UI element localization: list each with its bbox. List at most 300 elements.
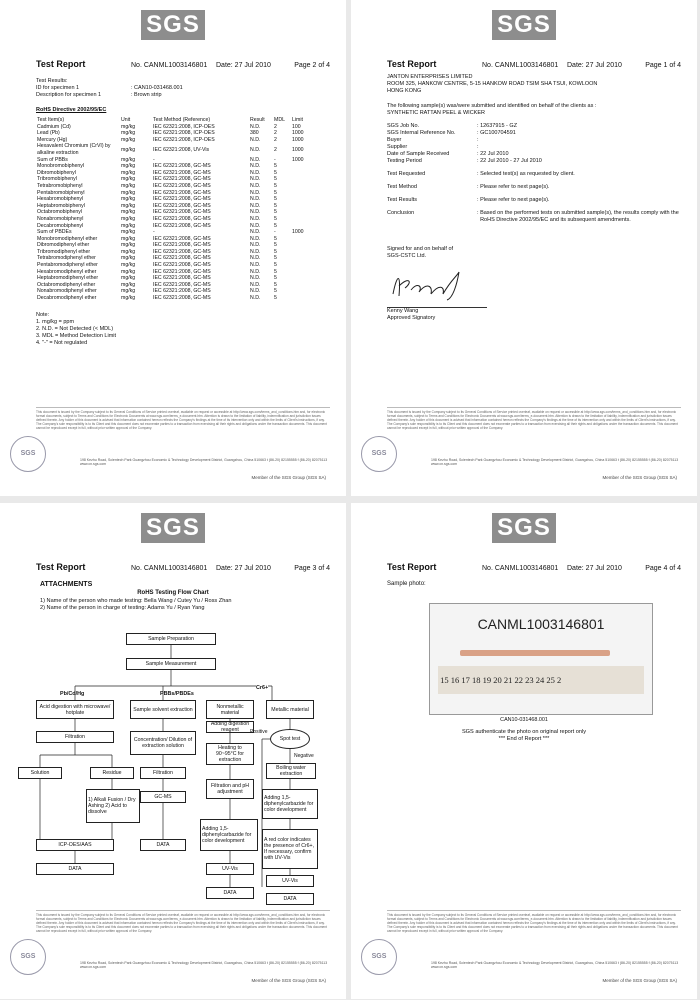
sample-field-row [387, 123, 681, 130]
field-separator: : [477, 130, 481, 136]
table-row [36, 255, 330, 262]
table-cell: mg/kg [121, 196, 136, 203]
table-cell [291, 288, 330, 295]
page-number: Page 3 of 4 [294, 565, 330, 572]
table-row [36, 196, 330, 203]
table-cell [291, 255, 330, 262]
table-cell: Decabromodiphenyl ether [37, 295, 97, 302]
note-item: 2. N.D. = Not Detected (< MDL) [36, 325, 114, 332]
flow-step-filtration: Filtration [140, 767, 186, 779]
table-cell: 5 [274, 275, 277, 282]
table-cell [291, 176, 330, 183]
table-cell [291, 262, 330, 269]
member-text: Member of the SGS Group (SGS SA) [251, 978, 326, 983]
id-value: : CAN10-031468.001 [131, 85, 183, 91]
disclaimer-text: This document is issued by the Company subject to its General Conditions of Service printed overleaf, available on request or accessible at http://www.sgs.com/terms_and_conditions.htm and, for electronic format documents, subject to Terms and Conditions for Electronic Documents at www.sgs.com/terms_e-document.htm. Attention is drawn to the limitation of liability, indemnification and jurisdiction issues defined therein. Any holder of this document is advised that information contained hereon reflects the Company's findings at the time of its intervention only and within the limits of Client's instructions, if any. The Company's sole responsibility is to its Client and this document does not exonerate parties to a transaction from exercising all their rights and obligations under the transaction documents. This document cannot be reproduced except in full, without prior written approval of the Company. [387, 407, 681, 434]
disclaimer-text: This document is issued by the Company subject to its General Conditions of Service printed overleaf, available on request or accessible at http://www.sgs.com/terms_and_conditions.htm and, for electronic format documents, subject to Terms and Conditions for Electronic Documents at www.sgs.com/terms_e-document.htm. Attention is drawn to the limitation of liability, indemnification and jurisdiction issues defined therein. Any holder of this document is advised that information contained hereon reflects the Company's findings at the time of its intervention only and within the limits of Client's instructions, if any. The Company's sole responsibility is to its Client and this document does not exonerate parties to a transaction from exercising all their rights and obligations under the transaction documents. This document cannot be reproduced except in full, without prior written approval of the Company. [387, 910, 681, 937]
table-cell: N.D. [250, 196, 261, 203]
address-line: 198 Kezhu Road, Scientech Park Guangzhou Economic & Technology Development District, Guangzhou, China 510663 t (86-20) 82155555 f (86-20) 82075113 www.cn.sgs.com [431, 961, 679, 969]
ruler-image [438, 666, 644, 694]
table-cell: Pentabromodiphenyl ether [37, 262, 98, 269]
flow-step-residue: Residue [90, 767, 134, 779]
disclaimer-text: This document is issued by the Company subject to its General Conditions of Service printed overleaf, available on request or accessible at http://www.sgs.com/terms_and_conditions.htm and, for electronic format documents, subject to Terms and Conditions for Electronic Documents at www.sgs.com/terms_e-document.htm. Attention is drawn to the limitation of liability, indemnification and jurisdiction issues defined therein. Any holder of this document is advised that information contained hereon reflects the Company's findings at the time of its intervention only and within the limits of Client's instructions, if any. The Company's sole responsibility is to its Client and this document does not exonerate parties to a transaction from exercising all their rights and obligations under the transaction documents. This document cannot be reproduced except in full, without prior written approval of the Company. [36, 407, 330, 434]
table-cell: IEC 62321:2008, GC-MS [153, 268, 211, 275]
report-date: Date: 27 Jul 2010 [216, 62, 271, 69]
table-cell: Dibromobiphenyl [37, 169, 76, 176]
table-cell: mg/kg [121, 222, 136, 229]
report-date: Date: 27 Jul 2010 [567, 565, 622, 572]
table-cell: 1000 [292, 136, 304, 143]
table-cell: IEC 62321:2008, GC-MS [153, 215, 211, 222]
table-cell: N.D. [250, 136, 261, 143]
flow-step-uvvis: UV-Vis [266, 875, 314, 887]
col-header: Limit [292, 117, 303, 123]
note-item: 4. "-" = Not regulated [36, 339, 88, 346]
client-line: HONG KONG [387, 88, 422, 94]
table-cell: mg/kg [121, 202, 136, 209]
flow-step-uvvis: UV-Vis [206, 863, 254, 875]
col-header: Unit [121, 117, 131, 123]
table-cell [291, 170, 330, 177]
report-title: Test Report [387, 59, 437, 69]
positive-label: Positive [250, 729, 268, 735]
table-cell: 5 [274, 255, 277, 262]
flow-step-data: DATA [206, 887, 254, 899]
table-cell: mg/kg [121, 163, 136, 170]
report-page-3 [0, 503, 346, 999]
page-number: Page 2 of 4 [294, 62, 330, 69]
col-header: Test Method (Reference) [153, 117, 211, 123]
report-title: Test Report [36, 59, 86, 69]
flow-step-icp: ICP-OES/AAS [36, 839, 114, 851]
field-label: SGS Internal Reference No. [387, 130, 456, 136]
table-cell: 5 [274, 182, 277, 189]
table-cell: 5 [274, 222, 277, 229]
field-label: Date of Sample Received [387, 151, 450, 157]
field-value: Please refer to next page(s). [480, 184, 550, 190]
id-label: ID for specimen 1 [36, 85, 80, 91]
table-row [36, 275, 330, 282]
table-cell: Lead (Pb) [37, 130, 60, 137]
field-value: Please refer to next page(s). [480, 197, 550, 203]
field-value: 22 Jul 2010 [480, 151, 509, 157]
table-cell: 5 [274, 163, 277, 170]
results-table-body [36, 124, 330, 302]
table-cell: Tetrabromodiphenyl ether [37, 255, 96, 262]
col-header: MDL [274, 117, 285, 123]
table-cell: mg/kg [121, 182, 136, 189]
table-row [36, 137, 330, 144]
table-cell: 2 [274, 136, 277, 143]
field-separator: : [477, 151, 481, 157]
flow-step-solvent-extraction: Sample solvent extraction [130, 700, 196, 719]
table-cell: 5 [274, 295, 277, 302]
sample-field-row [387, 144, 681, 151]
table-cell: 2 [274, 130, 277, 137]
member-text: Member of the SGS Group (SGS SA) [602, 475, 677, 480]
report-number: No. CANML1003146801 [482, 62, 559, 69]
table-cell: N.D. [250, 202, 261, 209]
table-row [36, 170, 330, 177]
branch-label-cr: Cr6+ [256, 685, 269, 691]
table-row [36, 242, 330, 249]
table-cell: Nonabromobiphenyl [37, 215, 84, 222]
table-cell: mg/kg [121, 295, 136, 302]
table-row [36, 157, 330, 164]
ruler-numbers: 15 16 17 18 19 20 21 22 23 24 25 2 [440, 675, 562, 685]
table-cell: Cadmium (Cd) [37, 123, 71, 130]
field-value: : [477, 210, 481, 216]
table-cell: N.D. [250, 123, 261, 130]
directive-heading: RoHS Directive 2002/95/EC [36, 107, 107, 113]
table-cell: Sum of PBDEs [37, 229, 72, 236]
signed-text: Signed for and on behalf of [387, 246, 454, 252]
table-cell: 5 [274, 248, 277, 255]
note-item: 3. MDL = Method Detection Limit [36, 332, 117, 339]
client-section [387, 74, 681, 322]
table-cell: Tribromobiphenyl [37, 176, 77, 183]
table-cell: N.D. [250, 215, 261, 222]
table-cell: N.D. [250, 169, 261, 176]
table-cell: Tribromodiphenyl ether [37, 248, 91, 255]
col-header: Test Item(s) [37, 117, 65, 123]
signatory-title: Approved Signatory [387, 315, 436, 321]
report-title: Test Report [36, 562, 86, 572]
table-cell: - [153, 229, 155, 236]
results-table [36, 117, 330, 302]
table-cell: N.D. [250, 189, 261, 196]
field-separator: : [477, 144, 481, 150]
table-cell: mg/kg [121, 255, 136, 262]
table-cell: - [274, 229, 276, 236]
col-header: Result [250, 117, 265, 123]
table-cell: IEC 62321:2008, GC-MS [153, 222, 211, 229]
table-cell: Hexavalent Chromium (CrVI) by alkaline extraction [37, 143, 111, 156]
field-value: : [477, 184, 481, 190]
field-separator: : [477, 123, 481, 129]
table-cell: IEC 62321:2008, ICP-OES [153, 130, 215, 137]
sample-field-row [387, 130, 681, 137]
table-cell: IEC 62321:2008, ICP-OES [153, 123, 215, 130]
table-cell [291, 295, 330, 302]
field-value: GC100704591 [480, 130, 516, 136]
end-of-report: *** End of Report *** [498, 736, 550, 742]
table-cell: IEC 62321:2008, UV-Vis [153, 146, 210, 153]
table-cell: 2 [274, 123, 277, 130]
table-cell: Pentabromobiphenyl [37, 189, 85, 196]
table-cell: Octabromobiphenyl [37, 209, 82, 216]
table-cell: Hexabromodiphenyl ether [37, 268, 97, 275]
table-cell [291, 282, 330, 289]
field-label: Test Results [387, 197, 417, 203]
table-cell: IEC 62321:2008, GC-MS [153, 189, 211, 196]
report-number: No. CANML1003146801 [131, 62, 208, 69]
field-value: : [477, 171, 481, 177]
flow-step-diphenylcarbazide: Adding 1,5-diphenylcarbazide for color development [262, 789, 318, 819]
sample-fields [387, 123, 681, 165]
flow-step-boiling-water: Boiling water extraction [266, 763, 316, 779]
photo-caption: CAN10-031468.001 [500, 717, 548, 723]
field-label: Supplier [387, 144, 408, 150]
sgs-logo: SGS [492, 10, 556, 40]
disclaimer-text: This document is issued by the Company subject to its General Conditions of Service printed overleaf, available on request or accessible at http://www.sgs.com/terms_and_conditions.htm and, for electronic format documents, subject to Terms and Conditions for Electronic Documents at www.sgs.com/terms_e-document.htm. Attention is drawn to the limitation of liability, indemnification and jurisdiction issues defined therein. Any holder of this document is advised that information contained hereon reflects the Company's findings at the time of its intervention only and within the limits of Client's instructions, if any. The Company's sole responsibility is to its Client and this document does not exonerate parties to a transaction from exercising all their rights and obligations under the transaction documents. This document cannot be reproduced except in full, without prior written approval of the Company. [36, 910, 330, 937]
table-cell: mg/kg [121, 176, 136, 183]
table-cell: 5 [274, 262, 277, 269]
branch-label-pbb: PBBs/PBDEs [160, 691, 194, 697]
branch-label-pb: Pb/Cd/Hg [60, 691, 85, 697]
table-cell: IEC 62321:2008, GC-MS [153, 255, 211, 262]
table-cell: IEC 62321:2008, GC-MS [153, 163, 211, 170]
table-cell: mg/kg [121, 189, 136, 196]
table-cell: mg/kg [121, 262, 136, 269]
table-cell: mg/kg [121, 130, 136, 137]
table-row [36, 236, 330, 243]
field-label: Buyer [387, 137, 402, 143]
table-cell: IEC 62321:2008, GC-MS [153, 281, 211, 288]
table-cell: N.D. [250, 209, 261, 216]
testing-in-charge: 2) Name of the person in charge of testing: Adams Yu / Ryan Yang [40, 605, 205, 611]
table-cell: 100 [292, 123, 301, 130]
note-heading: Note: [36, 311, 50, 318]
flow-step-data: DATA [36, 863, 114, 875]
table-cell: mg/kg [121, 146, 136, 153]
table-cell [291, 269, 330, 276]
flow-chart-title: RoHS Testing Flow Chart [137, 590, 209, 596]
table-row [36, 143, 330, 156]
table-cell: IEC 62321:2008, GC-MS [153, 182, 211, 189]
field-value: : [477, 197, 481, 203]
photo-sample-number: CANML1003146801 [477, 616, 605, 632]
table-cell: mg/kg [121, 281, 136, 288]
table-cell [291, 216, 330, 223]
report-number: No. CANML1003146801 [482, 565, 559, 572]
table-cell: IEC 62321:2008, GC-MS [153, 295, 211, 302]
field-label: Test Requested [387, 171, 426, 177]
flow-step-data: DATA [266, 893, 314, 905]
flow-step-spot-test: Spot test [270, 729, 310, 749]
table-cell: mg/kg [121, 156, 136, 163]
sgs-logo: SGS [141, 10, 205, 40]
field-label: SGS Job No. [387, 123, 420, 129]
field-label: Test Method [387, 184, 417, 190]
table-cell: N.D. [250, 156, 261, 163]
table-cell: Heptabromodiphenyl ether [37, 275, 99, 282]
table-cell: 5 [274, 209, 277, 216]
table-cell: Hexabromobiphenyl [37, 196, 84, 203]
table-cell: IEC 62321:2008, GC-MS [153, 248, 211, 255]
table-cell [291, 242, 330, 249]
table-cell: N.D. [250, 222, 261, 229]
table-cell [291, 249, 330, 256]
table-cell: 5 [274, 281, 277, 288]
table-row [36, 183, 330, 190]
flow-step-diphenylcarbazide: Adding 1,5-diphenylcarbazide for color development [200, 819, 258, 851]
brown-strip-image [460, 650, 610, 656]
address-line: 198 Kezhu Road, Scientech Park Guangzhou Economic & Technology Development District, Guangzhou, China 510663 t (86-20) 82155555 f (86-20) 82075113 www.cn.sgs.com [431, 458, 679, 466]
table-cell: Mercury (Hg) [37, 136, 68, 143]
table-cell: Monobromodiphenyl ether [37, 235, 98, 242]
table-cell: mg/kg [121, 275, 136, 282]
table-cell: Decabromobiphenyl [37, 222, 84, 229]
table-cell: 5 [274, 215, 277, 222]
table-cell: mg/kg [121, 169, 136, 176]
flow-step-solution: Solution [18, 767, 62, 779]
flow-step-acid-digestion: Acid digestion with microwave/ hotplate [36, 700, 114, 719]
member-text: Member of the SGS Group (SGS SA) [602, 978, 677, 983]
table-cell: 5 [274, 235, 277, 242]
table-cell: N.D. [250, 295, 261, 302]
intro-text: The following sample(s) was/were submitted and identified on behalf of the clients as : [387, 103, 597, 109]
conclusion-text: Based on the performed tests on submitted sample(s), the results comply with the RoHS Directive 2002/95/EC and its subsequent amendments. [480, 210, 679, 223]
table-row [36, 216, 330, 223]
report-date: Date: 27 Jul 2010 [216, 565, 271, 572]
table-cell [291, 183, 330, 190]
table-row [36, 209, 330, 216]
table-row [36, 282, 330, 289]
table-cell [291, 236, 330, 243]
table-cell: IEC 62321:2008, GC-MS [153, 196, 211, 203]
field-separator: : [477, 158, 481, 164]
flow-step-alkali-fusion: 1) Alkali Fusion / Dry Ashing 2) Acid to dissolve [86, 789, 140, 823]
desc-label: Description for specimen 1 [36, 92, 102, 98]
table-row [36, 163, 330, 170]
results-heading: Test Results: [36, 78, 68, 84]
table-cell: 1000 [292, 130, 304, 137]
flow-step-heating: Heating to 90~95°C for extraction [206, 743, 254, 765]
signatory-name: Kenny Wang [387, 308, 419, 314]
table-cell: IEC 62321:2008, GC-MS [153, 202, 211, 209]
table-cell: Sum of PBBs [37, 156, 68, 163]
table-cell: 5 [274, 288, 277, 295]
field-value: Selected test(s) as requested by client. [480, 171, 575, 177]
table-cell: N.D. [250, 146, 261, 153]
table-cell [291, 190, 330, 197]
table-cell: N.D. [250, 235, 261, 242]
table-cell: N.D. [250, 176, 261, 183]
table-cell: N.D. [250, 255, 261, 262]
table-cell: Heptabromobiphenyl [37, 202, 85, 209]
table-row [36, 229, 330, 236]
table-cell: Octabromodiphenyl ether [37, 281, 96, 288]
table-row [36, 190, 330, 197]
table-cell: 1000 [292, 146, 304, 153]
report-title: Test Report [387, 562, 437, 572]
table-cell: N.D. [250, 275, 261, 282]
table-cell [291, 163, 330, 170]
table-cell: N.D. [250, 281, 261, 288]
flow-step-nonmetallic: Nonmetallic material [206, 700, 254, 719]
table-cell: N.D. [250, 262, 261, 269]
table-cell: N.D. [250, 242, 261, 249]
table-cell: N.D. [250, 182, 261, 189]
table-cell: IEC 62321:2008, GC-MS [153, 288, 211, 295]
flow-step-filtration-ph: Filtration and pH adjustment [206, 779, 254, 799]
table-cell: 5 [274, 242, 277, 249]
table-cell: 1000 [292, 156, 304, 163]
table-cell: N.D. [250, 163, 261, 170]
field-value: 12637915 - GZ [480, 123, 518, 129]
table-cell: IEC 62321:2008, GC-MS [153, 262, 211, 269]
signed-company: SGS-CSTC Ltd. [387, 253, 427, 259]
table-cell: Tetrabromobiphenyl [37, 182, 83, 189]
field-value: 22 Jul 2010 - 27 Jul 2010 [480, 158, 542, 164]
table-cell: mg/kg [121, 229, 136, 236]
table-cell: mg/kg [121, 136, 136, 143]
table-cell: 5 [274, 176, 277, 183]
table-cell: IEC 62321:2008, GC-MS [153, 275, 211, 282]
table-cell [291, 209, 330, 216]
sample-field-row [387, 158, 681, 165]
table-row [36, 176, 330, 183]
table-row [36, 223, 330, 230]
page-number: Page 1 of 4 [645, 62, 681, 69]
report-page-1 [351, 0, 697, 496]
table-cell: 5 [274, 189, 277, 196]
table-cell: - [153, 156, 155, 163]
table-cell: 5 [274, 196, 277, 203]
table-cell [291, 196, 330, 203]
flow-step-gcms: GC-MS [140, 791, 186, 803]
sample-photo-label: Sample photo: [387, 581, 426, 587]
sgs-seal-icon: SGS [10, 939, 46, 975]
table-cell: IEC 62321:2008, GC-MS [153, 169, 211, 176]
table-cell: 1000 [292, 229, 304, 236]
table-cell: 380 [250, 130, 259, 137]
flow-step-digestion-reagent: Adding digestion reagent [206, 721, 254, 733]
table-cell: 5 [274, 268, 277, 275]
testing-person: 1) Name of the person who made testing: Bella Wang / Cutey Yu / Ross Zhan [40, 598, 232, 604]
table-row [36, 269, 330, 276]
table-cell: mg/kg [121, 123, 136, 130]
report-number: No. CANML1003146801 [131, 565, 208, 572]
table-cell: mg/kg [121, 215, 136, 222]
sample-name: SYNTHETIC RATTAN PEEL & WICKER [387, 110, 485, 116]
table-row [36, 124, 330, 131]
field-separator: : [477, 137, 481, 143]
table-cell: N.D. [250, 229, 261, 236]
flow-step-sample-preparation: Sample Preparation [126, 633, 216, 645]
negative-label: Negative [294, 753, 314, 759]
field-label: Testing Period [387, 158, 422, 164]
table-cell: N.D. [250, 288, 261, 295]
address-line: 198 Kezhu Road, Scientech Park Guangzhou Economic & Technology Development District, Guangzhou, China 510663 t (86-20) 82155555 f (86-20) 82075113 www.cn.sgs.com [80, 961, 328, 969]
table-cell [291, 275, 330, 282]
report-page-2 [0, 0, 346, 496]
flow-step-red-color: A red color indicates the presence of Cr6+, If necessary, confirm with UV-Vis [262, 829, 318, 869]
authenticate-note: SGS authenticate the photo on original report only [461, 729, 587, 735]
table-cell: Monobromobiphenyl [37, 163, 85, 170]
table-cell: mg/kg [121, 235, 136, 242]
table-row [36, 130, 330, 137]
flow-step-filtration: Filtration [36, 731, 114, 743]
table-cell: 5 [274, 202, 277, 209]
page-number: Page 4 of 4 [645, 565, 681, 572]
sample-field-row [387, 151, 681, 158]
table-cell: IEC 62321:2008, GC-MS [153, 209, 211, 216]
table-cell: Nonabromodiphenyl ether [37, 288, 97, 295]
flow-step-data: DATA [140, 839, 186, 851]
table-cell: Dibromodiphenyl ether [37, 242, 90, 249]
table-cell: - [274, 156, 276, 163]
sample-field-row [387, 137, 681, 144]
flow-step-sample-measurement: Sample Measurement [126, 658, 216, 670]
test-results-section [36, 78, 330, 347]
note-item: 1. mg/kg = ppm [36, 318, 75, 325]
client-line: JANTON ENTERPRISES LIMITED [387, 74, 473, 80]
signature-icon [387, 264, 507, 304]
table-cell: mg/kg [121, 248, 136, 255]
table-cell: IEC 62321:2008, GC-MS [153, 176, 211, 183]
